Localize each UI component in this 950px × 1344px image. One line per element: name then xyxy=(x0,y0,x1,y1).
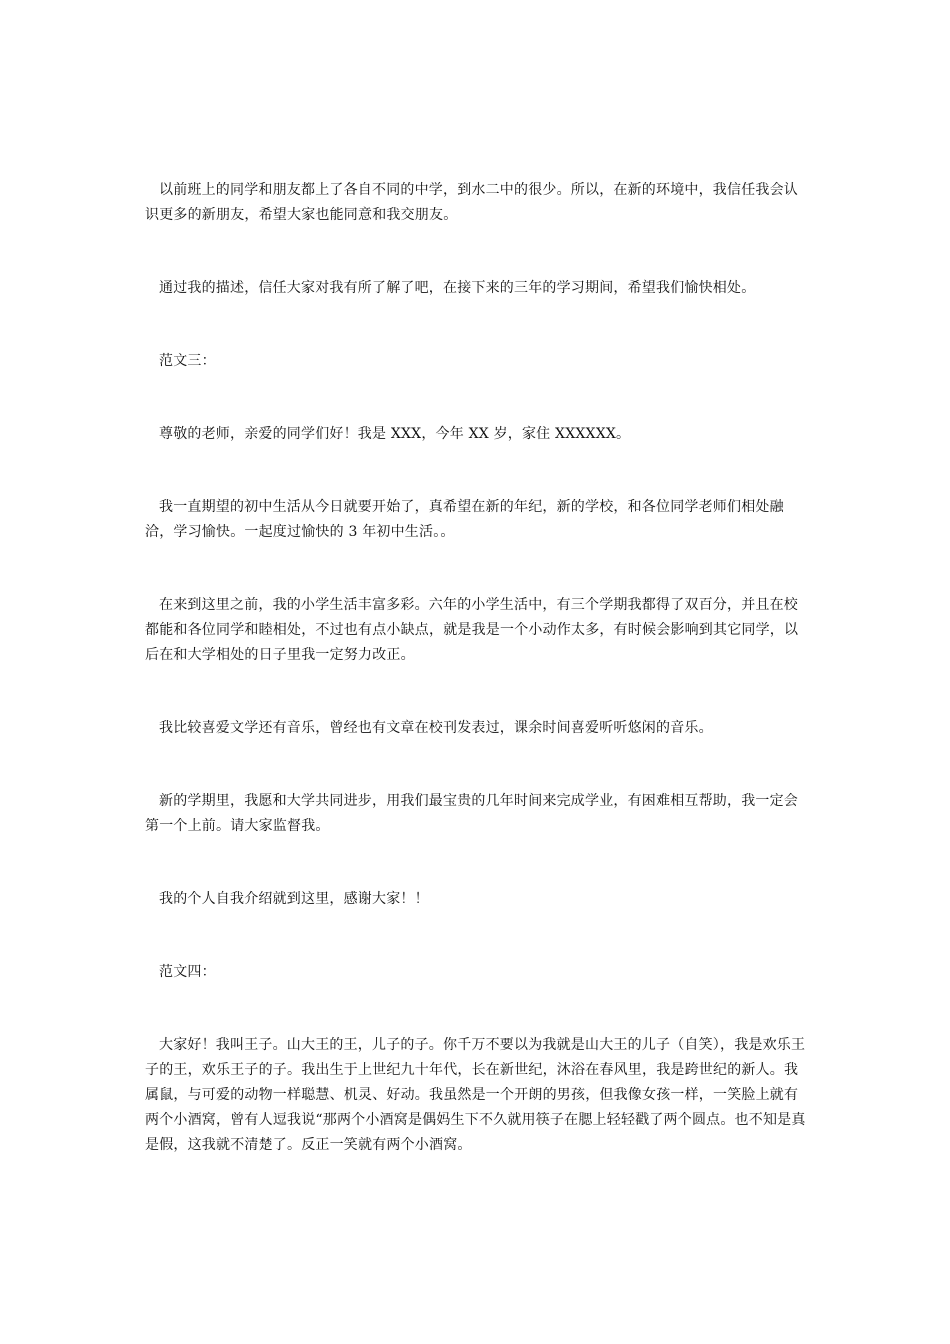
paragraph-wangzi-intro: 大家好！我叫王子。山大王的王，儿子的子。你千万不要以为我就是山大王的儿子（自笑），我是欢乐王子的王，欢乐王子的子。我出生于上世纪九十年代，长在新世纪，沐浴在春风里，我是跨世纪的新人。我属鼠，与可爱的动物一样聪慧、机灵、好动。我虽然是一个开朗的男孩，但我像女孩一样，一笑脸上就有两个小酒窝，曾有人逗我说“那两个小酒窝是偶妈生下不久就用筷子在腮上轻轻戳了两个圆点。也不知是真是假，这我就不清楚了。反正一笑就有两个小酒窝。 xyxy=(145,1037,806,1153)
section-heading-sample-three: 范文三： xyxy=(159,353,216,369)
paragraph-new-semester: 新的学期里，我愿和大学共同进步，用我们最宝贵的几年时间来完成学业，有困难相互帮助，我一定会第一个上前。请大家监督我。 xyxy=(145,793,798,834)
paragraph-greeting: 尊敬的老师，亲爱的同学们好！我是 XXX，今年 XX 岁，家住 XXXXXX。 xyxy=(159,426,631,442)
paragraph-primary-school: 在来到这里之前，我的小学生活丰富多彩。六年的小学生活中，有三个学期我都得了双百分，并且在校都能和各位同学和睦相处，不过也有点小缺点，就是我是一个小动作太多，有时候会影响到其它同学，以后在和大学相处的日子里我一定努力改正。 xyxy=(145,597,799,663)
paragraph-middle-school-start: 我一直期望的初中生活从今日就要开始了，真希望在新的年纪，新的学校，和各位同学老师们相处融洽，学习愉快。一起度过愉快的 3 年初中生活。。 xyxy=(145,499,784,540)
paragraph-closing-hope: 通过我的描述，信任大家对我有所了解了吧，在接下来的三年的学习期间，希望我们愉快相处。 xyxy=(159,280,756,296)
paragraph-new-friends: 以前班上的同学和朋友都上了各自不同的中学，到水二中的很少。所以，在新的环境中，我信任我会认识更多的新朋友，希望大家也能同意和我交朋友。 xyxy=(145,182,798,223)
paragraph-hobbies: 我比较喜爱文学还有音乐，曾经也有文章在校刊发表过，课余时间喜爱听听悠闲的音乐。 xyxy=(159,720,713,736)
paragraph-thanks: 我的个人自我介绍就到这里，感谢大家！！ xyxy=(159,891,429,907)
document-body xyxy=(145,178,811,1158)
section-heading-sample-four: 范文四： xyxy=(159,964,216,980)
